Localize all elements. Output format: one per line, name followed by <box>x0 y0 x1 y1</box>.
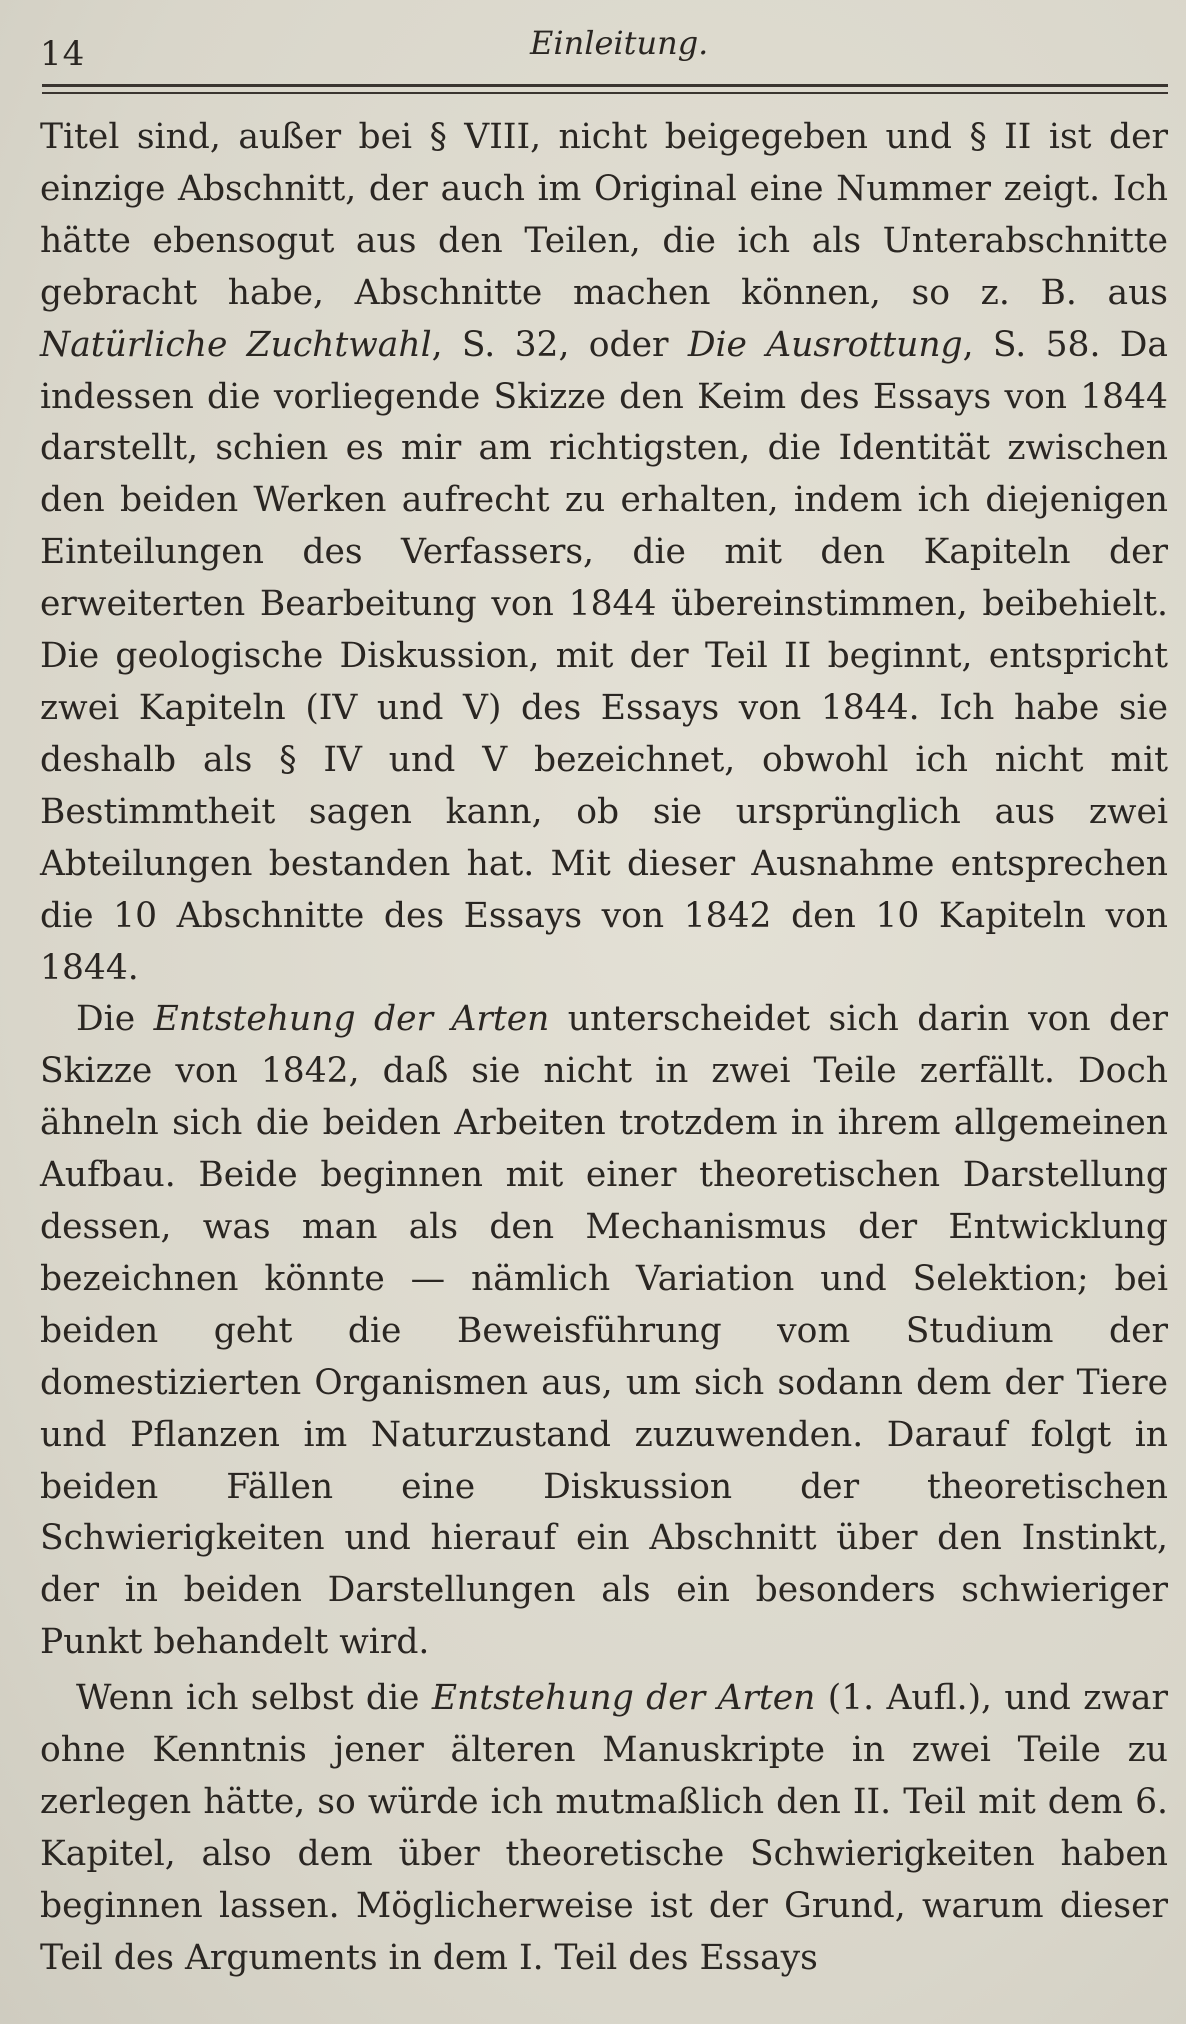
running-head <box>40 24 1156 76</box>
body-text <box>40 112 1168 1985</box>
header-double-rule <box>42 84 1168 98</box>
paragraph-3: Wenn ich selbst die Entstehung der Arten (1. Aufl.), und zwar ohne Kenntnis jener älteren Manuskripte in zwei Teile zu zerlegen hätte, so würde ich mutmaßlich den II. Teil mit dem 6. Kapitel, also dem über theoretische Schwierigkeiten haben beginnen lassen. Möglicherweise ist der Grund, warum dieser Teil des Arguments in dem I. Teil des Essays <box>40 1678 1168 1978</box>
paragraph-2: Die Entstehung der Arten unterscheidet sich darin von der Skizze von 1842, daß sie nicht in zwei Teile zerfällt. Doch ähneln sich die beiden Arbeiten trotzdem in ihrem allgemeinen Aufbau. Beide beginnen mit einer theoretischen Darstellung dessen, was man als den Mechanismus der Entwicklung bezeichnen könnte — nämlich Variation und Selektion; bei beiden geht die Beweisführung vom Studium der domestizierten Organismen aus, um sich sodann dem der Tiere und Pflanzen im Naturzustand zuzuwenden. Darauf folgt in beiden Fällen eine Diskussion der theoretischen Schwierigkeiten und hierauf ein Abschnitt über den Instinkt, der in beiden Darstellungen als ein besonders schwieriger Punkt behandelt wird. <box>40 999 1169 1663</box>
page-number: 14 <box>40 34 86 74</box>
running-title: Einleitung. <box>530 24 709 62</box>
paragraph-1: Titel sind, außer bei § VIII, nicht beigegeben und § II ist der einzige Abschnitt, der auch im Original eine Nummer zeigt. Ich hätte ebensogut aus den Teilen, die ich als Unterabschnitte gebracht habe, Abschnitte machen können, so z. B. aus Natürliche Zuchtwahl, S. 32, oder Die Ausrottung, S. 58. Da indessen die vorliegende Skizze den Keim des Essays von 1844 darstellt, schien es mir am richtigsten, die Identität zwischen den beiden Werken aufrecht zu erhalten, indem ich diejenigen Einteilungen des Verfassers, die mit den Kapiteln der erweiterten Bearbeitung von 1844 übereinstimmen, beibehielt. Die geologische Diskussion, mit der Teil II beginnt, entspricht zwei Kapiteln (IV und V) des Essays von 1844. Ich habe sie deshalb als § IV und V bezeichnet, obwohl ich nicht mit Bestimmtheit sagen kann, ob sie ursprünglich aus zwei Abteilungen bestanden hat. Mit dieser Ausnahme entsprechen die 10 Abschnitte des Essays von 1842 den 10 Kapiteln von 1844. <box>40 117 1168 988</box>
